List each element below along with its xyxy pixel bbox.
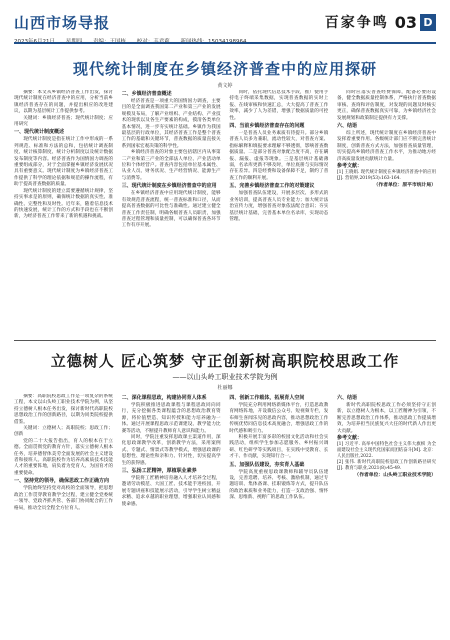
article-divider [14, 340, 436, 341]
paragraph: 综上所述，现代统计制度在乡镇经济普查中发挥着重要作用。各级统计部门应不断完善统计制度，创新普查方式方法，加强普查质量管理，切实提高乡镇经济普查工作水平，为推动地方经济高质量发展贡献统计力量。 [336, 131, 436, 162]
section-heading: 二、深化课程思政，构建协同育人体系 [121, 395, 207, 401]
article2-column [337, 394, 436, 632]
masthead [14, 10, 436, 44]
section-heading: 二、乡镇经济普查概述 [121, 91, 172, 97]
page-number: 03 [394, 12, 417, 32]
reference-entry: [2] 张伟. 新时代高职院校思政工作创新路径研究[J]. 教育与职业,2021(8):45-49. [336, 460, 436, 472]
masthead-left [14, 12, 256, 45]
section-name: 百家争鸣 [324, 15, 389, 31]
article1-column [122, 90, 221, 335]
section-heading: 一、坚持党的领导，确保思政工作正确方向 [14, 478, 110, 485]
paragraph: 同时，依托现代信息技术手段，推广使用手持电子终端采集数据，实现普查数据的实时上报、在线审核和快速汇总，大大提高了普查工作效率，减少了人为差错，增强了数据质量的可控性。 [229, 90, 329, 121]
section-heading: 三、现代统计制度在乡镇经济普查中的应用 [121, 183, 217, 190]
article1-author: 黄文婷 [217, 83, 233, 89]
paragraph: 党的二十大报告指出，育人的根本在于立德。全面贯彻党的教育方针，落实立德树人根本任务，培养德智体美劳全面发展的社会主义建设者和接班人。高职院校作为培养高素质技术技能人才的重要阵地，肩负着为党育人、为国育才的重要使命。 [14, 438, 113, 476]
references-heading: 参考文献： [336, 435, 362, 442]
section-heading: 三、弘扬工匠精神，厚植职业素养 [121, 468, 197, 475]
references-heading: 参考文献： [336, 163, 362, 170]
paragraph: 加强普查队伍建设，开展多层次、多形式的业务培训，提高普查人员专业能力；加大统计法治宣传力度，增强普查对象依法配合意识；夯实基层统计基础，完善基本单位名录库，实现动态管理。 [229, 191, 329, 222]
section-heading: 四、创新工作载体，拓展育人空间 [229, 395, 305, 401]
section-heading: 五、完善乡镇经济普查工作的对策建议 [229, 183, 315, 190]
article1-column [14, 90, 113, 335]
paragraph: 学院始终坚持党对高校的全面领导，把思想政治工作贯穿教育教学全过程，建立健全党委统一领导、党政齐抓共管、各部门协同配合的工作格局，推动全员全程全方位育人。 [14, 486, 113, 511]
paragraph: 乡镇经济普查的对象主要包括辖区内从事第二产业和第三产业的全部法人单位、产业活动单位和个体经营户。普查内容包括单位基本属性、从业人员、财务状况、生产经营情况、能源生产与消费等。 [121, 150, 221, 181]
paragraph: 关键词：立德树人；高职院校；思政工作；创新 [14, 426, 113, 438]
section-heading: 六、结语 [336, 395, 357, 401]
paragraph: 经济普查是一项重大的国情国力调查，主要目的是全面调查我国第二产业和第三产业的发展规模及布局，了解产业组织、产业结构、产业技术的现状以及各生产要素的构成，摸清各类单位基本情况，进一步夯实统计基础。乡镇作为我国最基层的行政单位，其经济普查工作是整个普查工作的基础和关键环节，普查数据的质量直接关系到国家宏观决策的科学性。 [121, 99, 221, 149]
article1-body [14, 90, 436, 335]
author-affiliation: （作者单位：原平市统计局） [373, 183, 436, 189]
article2-column [229, 394, 328, 632]
article1-column [337, 90, 436, 335]
paragraph: 新时代高职院校思政工作必须坚持守正创新，以立德树人为根本，以工匠精神为引领，不断完善思想政治工作体系，推动思政工作提质增效，为培养担当民族复兴大任的时代新人作出更大贡献。 [336, 403, 436, 434]
article2-column [14, 394, 113, 632]
article2-column [122, 394, 221, 632]
paragraph: 学院高度重视思政课教师和辅导员队伍建设，完善选聘、培养、考核、激励机制，通过专题培训、集体备课、挂职锻炼等方式，提升队伍的政治素质和业务能力，打造一支政治强、情怀深、思维新、视野广的思政工作队伍。 [229, 469, 329, 501]
reference-entry: [1] 习近平. 高举中国特色社会主义伟大旗帜 为全面建设社会主义现代化国家而团结奋斗[M]. 北京：人民出版社,2022. [336, 442, 436, 460]
masthead-right [325, 12, 436, 32]
paragraph: 学院将工匠精神培育融入人才培养全过程，邀请劳动模范、大国工匠、技术能手进校园，开展专题讲座和技能展示活动，引导学生树立精益求精、追求卓越的职业理想，增强职业认同感和使命感。 [121, 476, 221, 507]
paragraph: 同时，学院注重发挥思政课主渠道作用，深化思政课教学改革，创新教学方法，采用案例式、专题式、情景式等教学模式，增强思政课的思想性、理论性和亲和力、针对性，切实提高学生的获得感。 [121, 435, 221, 466]
paragraph: 在乡镇经济普查中应用现代统计制度，能够有效规范普查流程，统一普查标准和口径，从而提高普查数据的可比性与准确性。通过建立健全普查工作责任制，明确各级普查人员职责，加强普查过程管理和质量控制，可以确保普查各环节工作有序开展。 [121, 191, 221, 229]
section-heading: 四、当前乡镇经济普查存在的问题 [229, 123, 305, 130]
paragraph: 现代统计制度是指在统计工作中形成的一系列规范、标准和方法的总和，包括统计调查制度、统计核算制度、统计分析制度以及统计数据发布制度等内容。经济普查作为国情国力调查的重要组成部分，对于全面掌握乡镇经济发展状况具有重要意义。现代统计制度为乡镇经济普查工作提供了科学的理论依据和规范的操作流程，有助于提高普查数据的质量。 [14, 137, 113, 188]
masthead-rule [14, 42, 436, 44]
newspaper-name: 山西市场导报 [14, 14, 111, 32]
paragraph: 积极开展丰富多彩的校园文化活动和社会实践活动，组织学生参加志愿服务、乡村振兴调研、红色研学等实践项目，在实践中受教育、长才干、作贡献，实现知行合一。 [229, 435, 329, 460]
paragraph: 关键词：乡镇经济普查；现代统计制度；应用研究 [14, 115, 113, 128]
paragraph: 同时应落实普查经费保障，配备必要的设备，健全数据质量控制体系，严格执行普查数据审核、查询和评估制度，对发现的问题及时核实更正，确保普查数据真实可靠，为乡镇经济社会发展规划和政策制定提供有力支撑。 [336, 90, 436, 121]
section-heading: 六、结语 [336, 123, 357, 130]
article2-title: 立德树人 匠心筑梦 守正创新树高职院校思政工作 [50, 352, 400, 370]
paragraph: 现代统计制度的建立需要遵循统计规律，坚持实事求是的原则，确保统计数据的真实性、准确性、完整性和及时性。近年来，随着信息技术的快速发展，统计工作的方式和手段也在不断创新，为经济普查工作带来了新的机遇和挑战。 [14, 188, 113, 220]
article1-title: 现代统计制度在乡镇经济普查中的应用探研 [72, 60, 377, 78]
paragraph: 一是普查人员业务素质有待提升。部分乡镇普查人员多为兼职，流动性较大，对普查方案、指标解释和填报要求理解不够透彻，影响普查数据质量。二是部分普查对象配合度不高，存在瞒报、漏报、虚报等现象。三是基层统计基础薄弱，名录库更新不够及时，单位底册与实际情况存在差异。四是经费和设备保障不足，制约了普查工作的顺利开展。 [229, 131, 329, 181]
article2-author: 杜丽娜 [217, 385, 233, 391]
section-heading: 五、加强队伍建设，夯实育人基础 [229, 461, 305, 468]
paragraph: 学院积极推进思政课程与课程思政同向同行，充分挖掘各类课程蕴含的思想政治教育资源，将价值塑造、知识传授和能力培养融为一体。通过开展课程思政示范课建设、教学能力比赛等活动，不断提升教师育人意识和能力。 [121, 403, 221, 434]
author-affiliation: （作者单位：山头岭工职业技术学院） [354, 473, 436, 479]
article1-column [229, 90, 328, 335]
reference-entry: [1] 王晓娟. 现代统计制度在乡镇经济普查中的应用[J]. 营销界,2019(53):163-164. [336, 170, 436, 182]
section-heading: 一、现代统计制度概述 [14, 129, 65, 136]
paragraph: 摘要：本文从乡镇经济普查工作出发，探讨现代统计制度在经济普查中的应用，分析当前乡镇经济普查存在的问题，并提出相应的改进建议，以期为基层统计工作提供参考。 [14, 90, 113, 115]
paragraph: 学院充分利用网络新媒体平台，打造思政教育网络阵地，开设微信公众号、短视频专栏，发布师生喜闻乐见的思政内容，推动思想政治工作传统优势同信息技术高度融合，增强思政工作的时代感和吸引力。 [229, 403, 329, 434]
paragraph: 摘要：高职院校思政工作是一项复杂的系统工程，本文以山头岭工职业技术学院为例，从坚持立德树人根本任务出发，探讨新时代高职院校思想政治工作的创新路径，以期为同类院校提供借鉴。 [14, 394, 113, 425]
article2-subtitle: ——以山头岭工职业技术学院为例 [172, 373, 278, 381]
page-letter-badge: D [420, 14, 436, 31]
article2-body [14, 394, 436, 632]
